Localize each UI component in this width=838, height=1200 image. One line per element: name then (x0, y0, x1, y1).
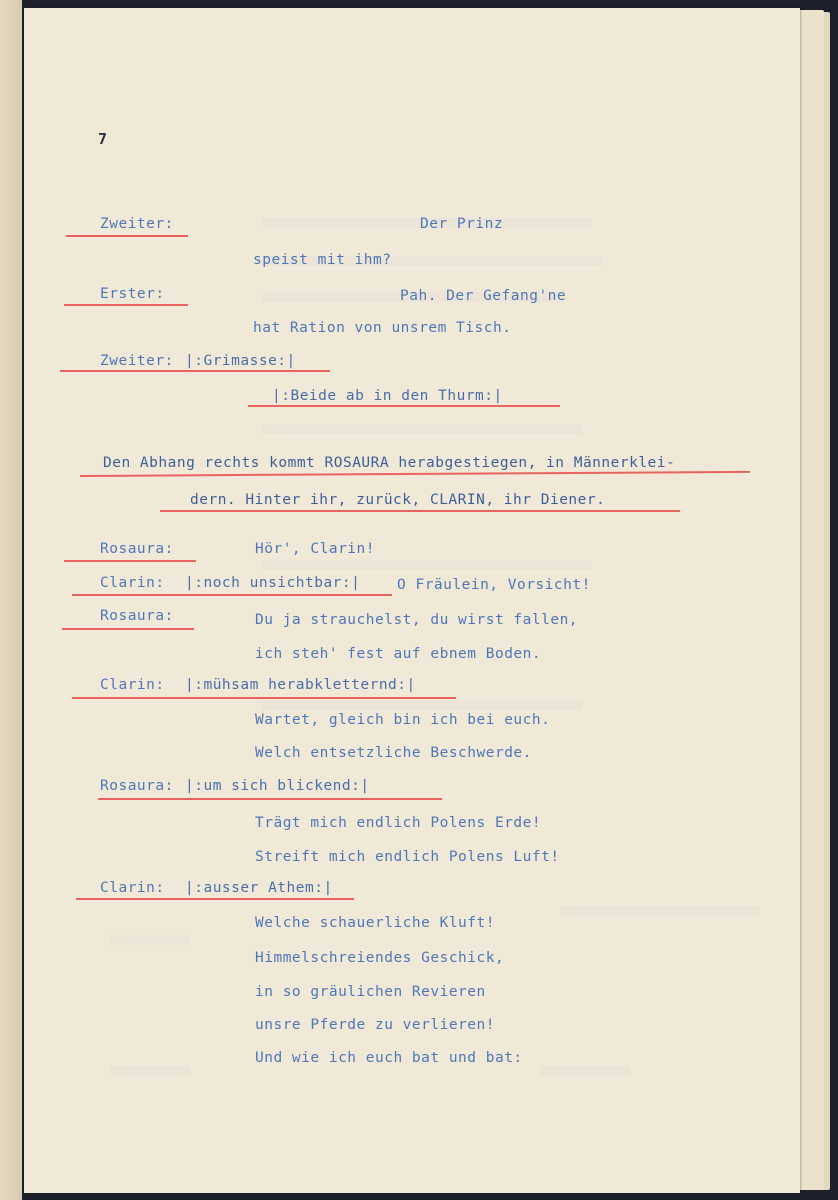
stage-description: dern. Hinter ihr, zurück, CLARIN, ihr Diener. (190, 492, 606, 508)
underline (76, 898, 354, 900)
dialogue-line: unsre Pferde zu verlieren! (255, 1017, 495, 1033)
dialogue-line: in so gräulichen Revieren (255, 984, 486, 1000)
dialogue-line: Hör', Clarin! (255, 541, 375, 557)
dialogue-line: ich steh' fest auf ebnem Boden. (255, 646, 542, 662)
speaker-zweiter: Zweiter: (100, 353, 174, 369)
stage-direction: |:ausser Athem:| (185, 880, 333, 896)
dialogue-line: Welche schauerliche Kluft! (255, 915, 495, 931)
speaker-rosaura: Rosaura: (100, 608, 174, 624)
underline (72, 697, 456, 699)
stage-direction: |:Grimasse:| (185, 353, 296, 369)
speaker-zweiter: Zweiter: (100, 216, 174, 232)
dialogue-line: Welch entsetzliche Beschwerde. (255, 745, 532, 761)
underline (160, 510, 680, 512)
dialogue-line: Und wie ich euch bat und bat: (255, 1050, 523, 1066)
dialogue-line: Pah. Der Gefang'ne (400, 288, 567, 304)
speaker-clarin: Clarin: (100, 880, 165, 896)
stage-direction: |:um sich blickend:| (185, 778, 370, 794)
underline (64, 304, 188, 306)
speaker-rosaura: Rosaura: (100, 541, 174, 557)
speaker-clarin: Clarin: (100, 575, 165, 591)
dialogue-line: O Fräulein, Vorsicht! (397, 577, 591, 593)
speaker-clarin: Clarin: (100, 677, 165, 693)
speaker-erster: Erster: (100, 286, 165, 302)
dialogue-line: Streift mich endlich Polens Luft! (255, 849, 560, 865)
underline (248, 405, 560, 407)
stage-direction: |:noch unsichtbar:| (185, 575, 361, 591)
dialogue-line: Himmelschreiendes Geschick, (255, 950, 505, 966)
adjacent-page-edge (0, 0, 22, 1200)
dialogue-line: hat Ration von unsrem Tisch. (253, 320, 512, 336)
dialogue-line: speist mit ihm? (253, 252, 392, 268)
underline (66, 235, 188, 237)
underline (72, 594, 392, 596)
underline (62, 628, 194, 630)
stage-description: Den Abhang rechts kommt ROSAURA herabgestiegen, in Männerklei- (103, 455, 676, 471)
underline (98, 798, 442, 800)
dialogue-line: Du ja strauchelst, du wirst fallen, (255, 612, 579, 628)
underline (64, 560, 196, 562)
speaker-rosaura: Rosaura: (100, 778, 174, 794)
dialogue-line: Wartet, gleich bin ich bei euch. (255, 712, 551, 728)
stage-direction: |:mühsam herabkletternd:| (185, 677, 416, 693)
page-number: 7 (98, 130, 108, 148)
stage-direction: |:Beide ab in den Thurm:| (272, 388, 503, 404)
document-page (24, 8, 800, 1193)
dialogue-line: Trägt mich endlich Polens Erde! (255, 815, 542, 831)
underline (60, 370, 330, 372)
dialogue-line: Der Prinz (420, 216, 504, 232)
